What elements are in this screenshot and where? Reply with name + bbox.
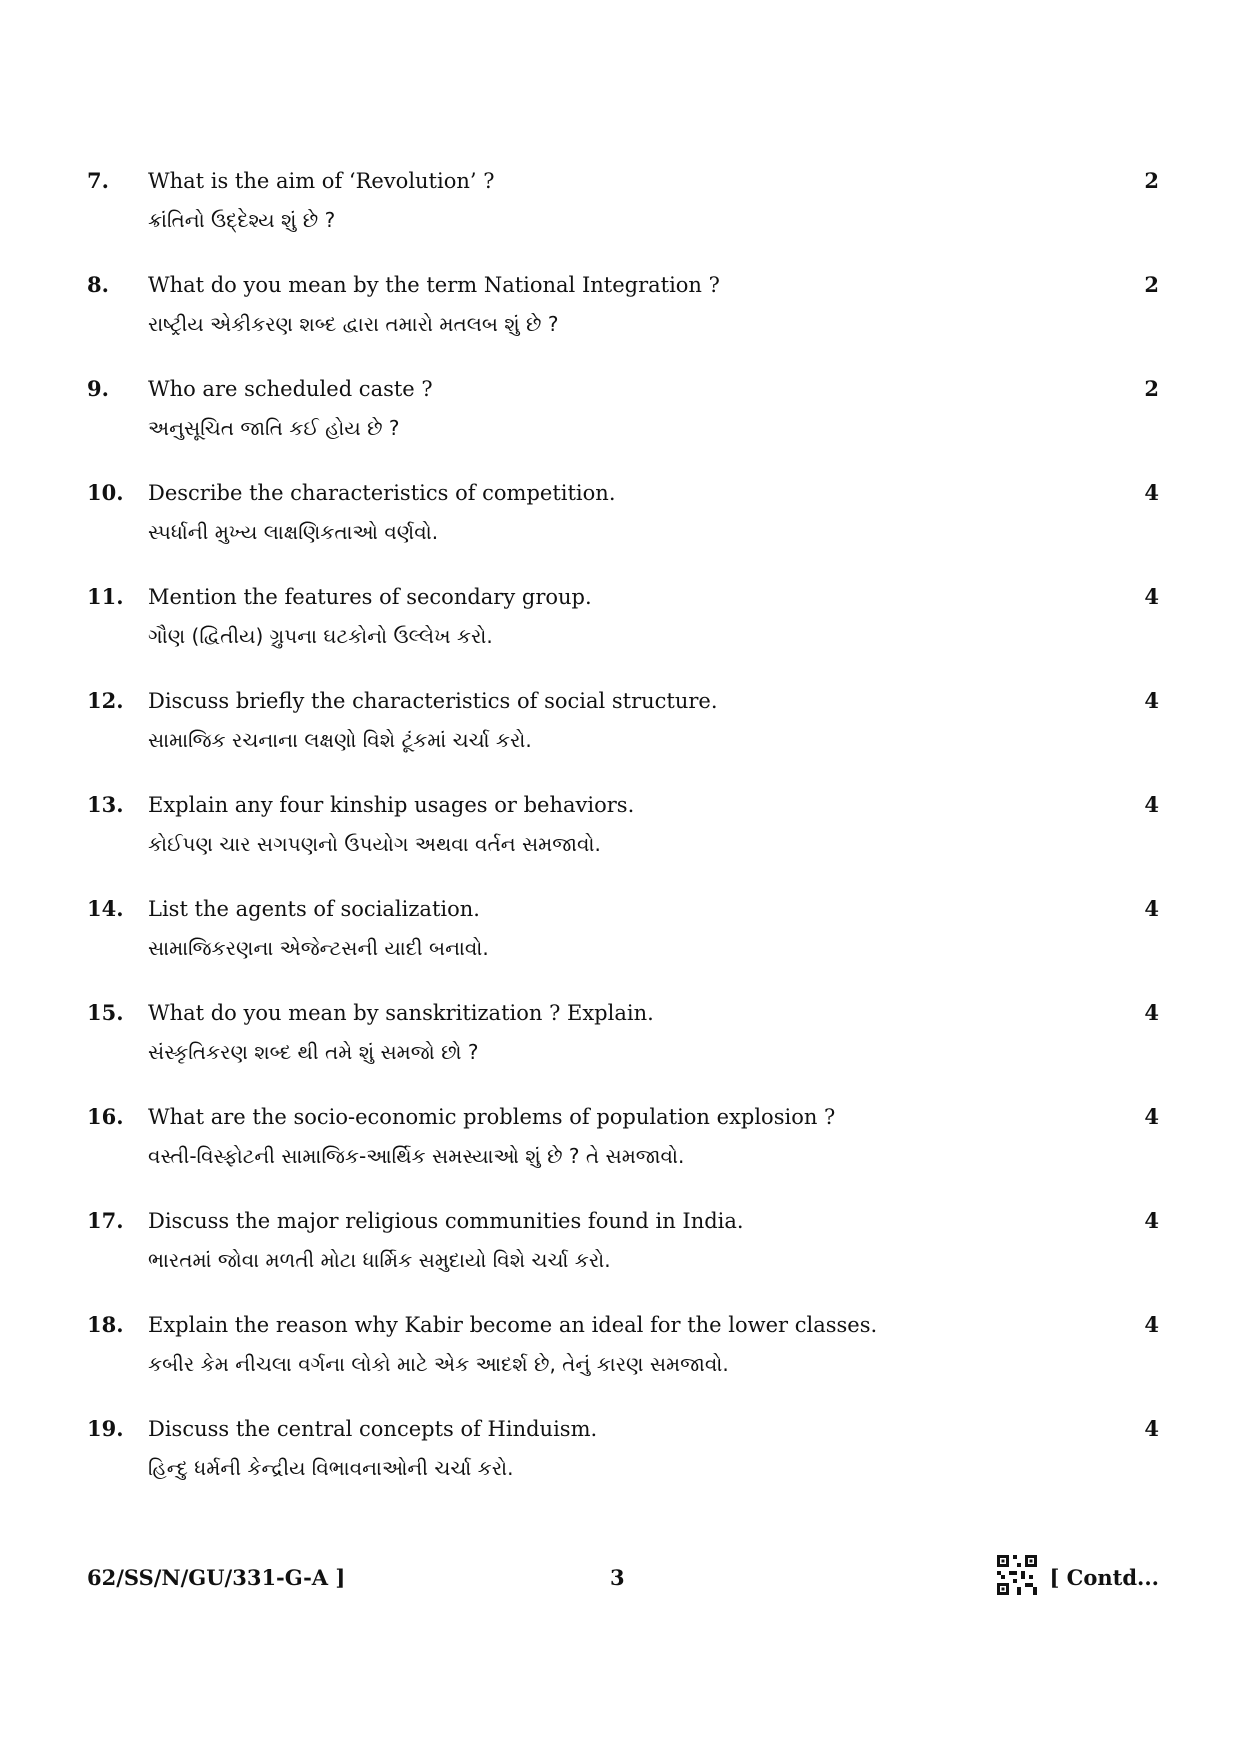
question-marks: 4 [1144,584,1159,609]
question-item [0,376,1240,466]
question-text-english: Who are scheduled caste ? [148,377,433,401]
question-item [0,1000,1240,1090]
question-item [0,1208,1240,1298]
question-text-english: What are the socio-economic problems of population explosion ? [148,1105,836,1129]
question-text-english: Discuss briefly the characteristics of social structure. [148,689,718,713]
question-item [0,1312,1240,1402]
question-marks: 4 [1144,1104,1159,1129]
question-text-gujarati: ક્રાંતિનો ઉદ્દેશ્ય શું છે ? [148,208,336,232]
question-number: 10. [87,480,124,505]
qr-code-icon [997,1555,1037,1595]
question-marks: 4 [1144,480,1159,505]
page-number: 3 [610,1565,625,1590]
question-text-english: What do you mean by the term National Integration ? [148,273,720,297]
question-item [0,584,1240,674]
continued-label: [ Contd... [1049,1565,1159,1590]
question-text-english: Discuss the central concepts of Hinduism. [148,1417,598,1441]
question-item [0,792,1240,882]
question-text-english: What is the aim of ‘Revolution’ ? [148,169,495,193]
question-number: 11. [87,584,124,609]
question-number: 12. [87,688,124,713]
question-number: 16. [87,1104,124,1129]
paper-code: 62/SS/N/GU/331-G-A ] [87,1565,346,1590]
question-marks: 4 [1144,688,1159,713]
question-number: 19. [87,1416,124,1441]
question-marks: 2 [1144,168,1159,193]
question-item [0,896,1240,986]
question-text-gujarati: કોઈપણ ચાર સગપણનો ઉપયોગ અથવા વર્તન સમજાવો. [148,832,601,856]
question-text-english: Describe the characteristics of competition. [148,481,616,505]
question-text-gujarati: ગૌણ (દ્વિતીય) ગ્રુપના ઘટકોનો ઉલ્લેખ કરો. [148,624,493,648]
question-item [0,272,1240,362]
question-marks: 4 [1144,1208,1159,1233]
question-text-gujarati: સામાજિક રચનાના લક્ષણો વિશે ટૂંકમાં ચર્ચા કરો. [148,728,532,752]
question-text-gujarati: કબીર કેમ નીચલા વર્ગના લોકો માટે એક આદર્શ છે, તેનું કારણ સમજાવો. [148,1352,729,1376]
question-item [0,688,1240,778]
question-text-gujarati: સ્પર્ધાની મુખ્ય લાક્ષણિકતાઓ વર્ણવો. [148,520,439,544]
question-number: 13. [87,792,124,817]
question-text-english: Explain the reason why Kabir become an ideal for the lower classes. [148,1313,878,1337]
question-marks: 4 [1144,1312,1159,1337]
question-marks: 4 [1144,896,1159,921]
question-marks: 4 [1144,1000,1159,1025]
question-number: 8. [87,272,109,297]
question-number: 7. [87,168,109,193]
question-text-gujarati: ભારતમાં જોવા મળતી મોટા ધાર્મિક સમુદાયો વિશે ચર્ચા કરો. [148,1248,611,1272]
question-marks: 4 [1144,1416,1159,1441]
question-item [0,168,1240,258]
question-number: 14. [87,896,124,921]
question-text-gujarati: રાષ્ટ્રીય એકીકરણ શબ્દ દ્વારા તમારો મતલબ શું છે ? [148,312,559,336]
question-text-gujarati: અનુસૂચિત જાતિ કઈ હોય છે ? [148,416,400,440]
question-marks: 4 [1144,792,1159,817]
question-text-english: List the agents of socialization. [148,897,480,921]
page-footer [0,1555,1240,1595]
question-text-english: Discuss the major religious communities found in India. [148,1209,744,1233]
question-text-gujarati: સંસ્કૃતિકરણ શબ્દ થી તમે શું સમજો છો ? [148,1040,479,1064]
question-text-english: Mention the features of secondary group. [148,585,592,609]
question-number: 18. [87,1312,124,1337]
question-item [0,1104,1240,1194]
question-text-gujarati: વસ્તી-વિસ્ફોટની સામાજિક-આર્થિક સમસ્યાઓ શું છે ? તે સમજાવો. [148,1144,685,1168]
question-text-english: Explain any four kinship usages or behaviors. [148,793,635,817]
question-marks: 2 [1144,272,1159,297]
question-text-english: What do you mean by sanskritization ? Explain. [148,1001,654,1025]
question-text-gujarati: સામાજિકરણના એજેન્ટસની યાદી બનાવો. [148,936,489,960]
question-number: 17. [87,1208,124,1233]
question-text-gujarati: હિન્દુ ધર્મની કેન્દ્રીય વિભાવનાઓની ચર્ચા કરો. [148,1456,514,1480]
question-item [0,1416,1240,1506]
question-number: 9. [87,376,109,401]
question-item [0,480,1240,570]
question-marks: 2 [1144,376,1159,401]
question-number: 15. [87,1000,124,1025]
